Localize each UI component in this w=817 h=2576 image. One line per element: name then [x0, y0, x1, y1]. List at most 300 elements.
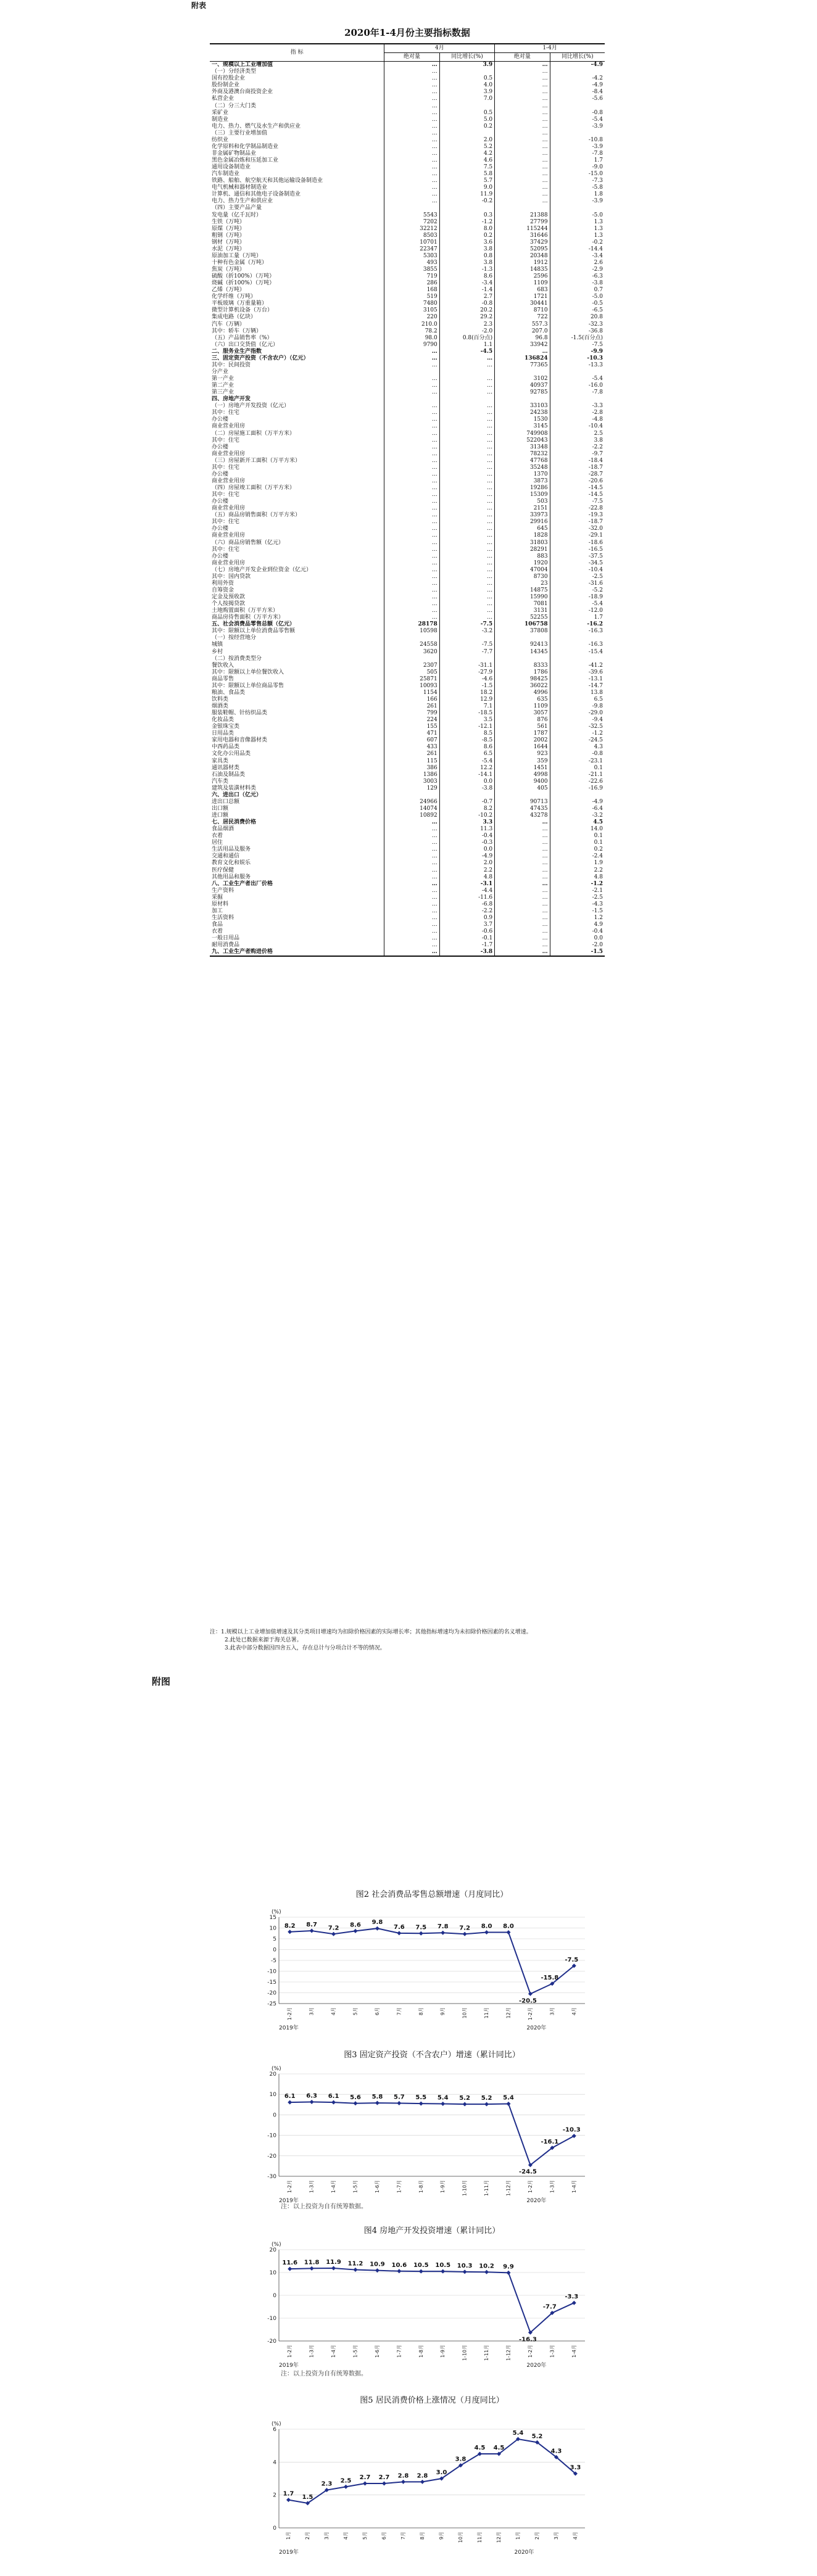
row-abs-ytd: …	[495, 157, 550, 164]
row-abs-ytd: …	[495, 144, 550, 151]
row-rate-ytd: -0.8	[550, 751, 605, 758]
row-abs-ytd: 37429	[495, 239, 550, 246]
x-tick-label: 1-5月	[352, 2180, 359, 2194]
row-rate-ytd: -18.9	[550, 594, 605, 601]
row-label: 衣着	[212, 833, 223, 840]
table-row	[210, 908, 605, 915]
row-rate-april: 7.1	[439, 703, 494, 710]
row-label: 集成电路（亿块）	[212, 314, 257, 321]
data-label: 8.2	[284, 1922, 296, 1930]
data-point	[375, 2101, 379, 2105]
row-abs-april: …	[384, 540, 439, 547]
row-rate-april: …	[439, 580, 494, 587]
row-rate-ytd	[550, 792, 605, 799]
row-rate-april: -18.5	[439, 710, 494, 717]
row-rate-ytd: -9.9	[550, 349, 605, 355]
row-rate-ytd: 1.7	[550, 157, 605, 164]
row-rate-ytd: -3.3	[550, 403, 605, 410]
row-rate-april: -4.6	[439, 676, 494, 683]
data-point	[572, 2301, 576, 2305]
row-rate-april: -7.5	[439, 642, 494, 648]
row-abs-ytd: 31348	[495, 444, 550, 451]
table-row	[210, 505, 605, 512]
row-rate-april: 7.5	[439, 164, 494, 171]
row-rate-ytd: -7.8	[550, 389, 605, 396]
row-abs-ytd: 359	[495, 758, 550, 765]
year-label: 2019年	[279, 2198, 299, 2204]
row-label: 三、固定资产投资（不含农户）（亿元）	[212, 355, 309, 361]
data-label: -16.3	[519, 2336, 537, 2343]
row-rate-april: -11.6	[439, 894, 494, 901]
row-rate-ytd: 1.3	[550, 233, 605, 239]
y-tick-label: 2	[273, 2492, 276, 2499]
row-abs-ytd: 2596	[495, 273, 550, 280]
row-abs-april: …	[384, 144, 439, 151]
row-label: 原煤（万吨）	[212, 225, 246, 232]
row-rate-april: -8.5	[439, 737, 494, 744]
row-rate-april: 4.8	[439, 874, 494, 881]
row-rate-april: …	[439, 382, 494, 389]
row-abs-ytd: 15990	[495, 594, 550, 601]
row-rate-april	[439, 103, 494, 110]
row-rate-april: 5.7	[439, 178, 494, 184]
row-rate-ytd: 2.2	[550, 867, 605, 874]
data-point	[419, 2269, 423, 2274]
row-abs-ytd: 14835	[495, 266, 550, 273]
row-rate-april: 2.0	[439, 137, 494, 144]
header-abs-1: 绝对量	[384, 53, 439, 62]
row-abs-april: …	[384, 62, 439, 69]
row-rate-ytd	[550, 396, 605, 403]
x-tick-label: 1-7月	[396, 2180, 402, 2194]
row-abs-ytd: 7081	[495, 601, 550, 608]
row-abs-ytd: 19286	[495, 485, 550, 492]
data-label: 6.1	[328, 2093, 339, 2100]
data-label: 7.5	[415, 1924, 427, 1931]
table-row	[210, 458, 605, 464]
x-tick-label: 1-6月	[374, 2345, 380, 2358]
chart-title: 图5 居民消费价格上涨情况（月度同比）	[360, 2396, 504, 2405]
row-abs-april: 5303	[384, 253, 439, 260]
data-label: -15.8	[541, 1974, 559, 1981]
row-rate-april: 3.6	[439, 239, 494, 246]
row-abs-ytd: 1920	[495, 560, 550, 567]
row-abs-ytd: …	[495, 833, 550, 840]
row-label: 交通和通信	[212, 853, 240, 860]
x-tick-label: 4月	[343, 2532, 349, 2540]
header-group-april: 4月	[384, 44, 495, 53]
row-rate-ytd: 4.3	[550, 744, 605, 751]
row-abs-ytd: …	[495, 894, 550, 901]
table-row	[210, 922, 605, 928]
row-label: 外商及港澳台商投资企业	[212, 89, 273, 96]
row-abs-ytd: 2002	[495, 737, 550, 744]
row-abs-april: 10701	[384, 239, 439, 246]
row-rate-ytd: -3.9	[550, 144, 605, 151]
x-tick-label: 1-11月	[484, 2180, 490, 2197]
data-label: -16.1	[541, 2138, 559, 2145]
table-row	[210, 526, 605, 532]
table-row	[210, 860, 605, 867]
row-label: 五、社会消费品零售总额（亿元）	[212, 621, 296, 628]
row-abs-april: 78.2	[384, 328, 439, 335]
row-rate-ytd: -20.6	[550, 478, 605, 485]
row-abs-april: …	[384, 587, 439, 594]
row-abs-ytd: …	[495, 915, 550, 922]
y-tick-label: 6	[273, 2427, 276, 2433]
table-row	[210, 656, 605, 663]
row-label: 日用品类	[212, 730, 234, 737]
x-tick-label: 2月	[305, 2532, 310, 2540]
row-abs-ytd: 47435	[495, 806, 550, 812]
row-rate-ytd: -5.2	[550, 587, 605, 594]
data-label: 5.7	[393, 2094, 405, 2101]
table-row	[210, 942, 605, 949]
table-row	[210, 901, 605, 908]
row-rate-ytd: -2.1	[550, 888, 605, 894]
row-label: 办公楼	[212, 553, 229, 559]
row-label: （四）房屋竣工面积（万平方米）	[212, 485, 296, 491]
data-label: 3.8	[455, 2456, 467, 2463]
row-rate-ytd: -29.1	[550, 532, 605, 539]
row-rate-ytd: -13.1	[550, 676, 605, 683]
row-rate-ytd: -32.5	[550, 724, 605, 730]
row-rate-ytd: -3.8	[550, 280, 605, 287]
row-abs-ytd	[495, 635, 550, 642]
row-abs-april: 493	[384, 260, 439, 266]
row-abs-ytd: 1109	[495, 703, 550, 710]
data-point	[375, 2268, 379, 2273]
row-label: 股份制企业	[212, 82, 240, 89]
row-rate-april: …	[439, 437, 494, 444]
row-rate-april: 18.2	[439, 690, 494, 696]
data-label: 4.5	[474, 2445, 486, 2451]
row-abs-ytd: …	[495, 184, 550, 191]
table-row	[210, 355, 605, 362]
x-tick-label: 1-3月	[309, 2180, 315, 2194]
row-abs-april: 14074	[384, 806, 439, 812]
row-abs-april: 115	[384, 758, 439, 765]
x-tick-label: 8月	[420, 2532, 425, 2540]
row-abs-ytd: 923	[495, 751, 550, 758]
row-label: 商品零售	[212, 675, 234, 682]
data-label: 10.9	[370, 2261, 385, 2268]
row-abs-april	[384, 656, 439, 663]
indicator-table-body	[210, 62, 605, 957]
table-row	[210, 212, 605, 219]
x-tick-label: 3月	[324, 2532, 330, 2540]
row-abs-april: …	[384, 137, 439, 144]
row-abs-ytd: 52255	[495, 614, 550, 621]
table-row	[210, 246, 605, 253]
y-tick-label: -10	[267, 1968, 276, 1975]
row-rate-april: -0.4	[439, 833, 494, 840]
row-label: 餐饮收入	[212, 662, 234, 669]
table-row	[210, 233, 605, 239]
data-label: 7.2	[328, 1925, 339, 1932]
row-abs-april: …	[384, 526, 439, 532]
x-tick-label: 5月	[352, 2007, 359, 2016]
row-abs-april: …	[384, 444, 439, 451]
table-title: 2020年1-4月份主要指标数据	[344, 27, 470, 38]
row-abs-april: 3620	[384, 649, 439, 656]
table-row	[210, 335, 605, 342]
row-label: 办公楼	[212, 471, 229, 477]
row-abs-ytd: …	[495, 860, 550, 867]
row-abs-ytd: …	[495, 901, 550, 908]
row-abs-april: …	[384, 888, 439, 894]
table-row	[210, 164, 605, 171]
row-abs-april: 10598	[384, 628, 439, 635]
row-label: 利用外资	[212, 580, 234, 587]
row-rate-april: …	[439, 492, 494, 498]
row-rate-ytd: -14.5	[550, 485, 605, 492]
row-label: 加工	[212, 907, 223, 914]
data-label: 11.8	[304, 2259, 320, 2266]
row-rate-ytd: 20.8	[550, 314, 605, 321]
row-rate-ytd: -18.7	[550, 464, 605, 471]
row-rate-ytd: -16.3	[550, 642, 605, 648]
table-row	[210, 130, 605, 137]
row-rate-ytd: -32.3	[550, 321, 605, 328]
row-abs-ytd: 14875	[495, 587, 550, 594]
table-row	[210, 594, 605, 601]
row-abs-april: 155	[384, 724, 439, 730]
table-row	[210, 826, 605, 833]
table-row	[210, 778, 605, 785]
row-abs-ytd: 1644	[495, 744, 550, 751]
data-point	[419, 2102, 423, 2106]
row-abs-ytd: 37808	[495, 628, 550, 635]
row-label: 采掘	[212, 894, 223, 901]
row-abs-april: …	[384, 362, 439, 369]
row-rate-april: …	[439, 601, 494, 608]
row-rate-ytd: 1.3	[550, 219, 605, 226]
row-label: 纺织业	[212, 136, 229, 143]
row-label: （七）房地产开发企业到位资金（亿元）	[212, 566, 312, 573]
x-tick-label: 4月	[571, 2007, 577, 2016]
row-label: 其中：限额以上单位餐饮收入	[212, 669, 284, 675]
row-rate-ytd: -6.3	[550, 273, 605, 280]
row-label: （五）产品销售率（%）	[212, 334, 273, 341]
data-label: 5.8	[371, 2094, 383, 2101]
row-abs-ytd: 20348	[495, 253, 550, 260]
data-label: 8.6	[350, 1922, 361, 1929]
row-rate-april: 0.2	[439, 123, 494, 130]
row-label: 铁路、船舶、航空航天和其他运输设备制造业	[212, 178, 323, 184]
row-abs-ytd: 522043	[495, 437, 550, 444]
row-abs-ytd: …	[495, 178, 550, 184]
data-label: -3.3	[565, 2293, 579, 2301]
table-row	[210, 464, 605, 471]
table-row	[210, 321, 605, 328]
row-label: 其中：住宅	[212, 464, 240, 471]
row-abs-april: 386	[384, 765, 439, 772]
row-rate-april: -5.4	[439, 758, 494, 765]
row-rate-april: …	[439, 532, 494, 539]
row-abs-april: 32212	[384, 226, 439, 233]
data-label: 1.5	[302, 2494, 313, 2501]
row-rate-april: …	[439, 526, 494, 532]
table-row	[210, 89, 605, 96]
y-axis-unit: (%)	[272, 2421, 281, 2427]
row-rate-ytd	[550, 103, 605, 110]
row-rate-april: 29.2	[439, 314, 494, 321]
row-rate-april: -0.7	[439, 799, 494, 806]
x-tick-label: 1月	[286, 2532, 291, 2540]
row-abs-ytd: …	[495, 62, 550, 69]
data-point	[484, 2270, 489, 2274]
data-point	[484, 2102, 489, 2107]
x-tick-label: 1-8月	[418, 2180, 424, 2194]
row-rate-april: 5.8	[439, 171, 494, 178]
row-label: 乡村	[212, 648, 223, 655]
table-row	[210, 628, 605, 635]
x-tick-label: 1-3月	[549, 2345, 555, 2358]
row-abs-april: …	[384, 382, 439, 389]
row-abs-april: 24558	[384, 642, 439, 648]
row-rate-ytd: -5.0	[550, 294, 605, 300]
row-abs-april: …	[384, 96, 439, 102]
row-abs-ytd: 77365	[495, 362, 550, 369]
row-abs-ytd	[495, 396, 550, 403]
row-abs-april: …	[384, 614, 439, 621]
row-label: 二、服务业生产指数	[212, 348, 262, 355]
row-rate-april: -2.2	[439, 908, 494, 915]
row-rate-ytd: -5.4	[550, 601, 605, 608]
x-tick-label: 1-12月	[505, 2180, 512, 2197]
table-row	[210, 799, 605, 806]
row-abs-ytd: …	[495, 89, 550, 96]
row-abs-april: …	[384, 458, 439, 464]
data-label: 5.4	[437, 2094, 449, 2102]
row-label: （六）商品房销售额（亿元）	[212, 539, 284, 546]
note-line-1: 注：1.规模以上工业增加值增速及其分类项目增速均为扣除价格因素的实际增长率；其他指标增速均为未扣除价格因素的名义增速。	[210, 1629, 532, 1635]
table-row	[210, 498, 605, 505]
row-rate-ytd: -14.7	[550, 683, 605, 690]
header-rate-2: 同比增长(%)	[550, 53, 605, 62]
row-abs-april: 10093	[384, 683, 439, 690]
row-rate-april: …	[439, 574, 494, 580]
row-label: 城镇	[212, 642, 223, 648]
row-abs-april: 9790	[384, 342, 439, 349]
table-row	[210, 669, 605, 676]
x-tick-label: 8月	[418, 2007, 424, 2016]
row-rate-april: …	[439, 478, 494, 485]
row-abs-april: …	[384, 594, 439, 601]
row-abs-april: …	[384, 922, 439, 928]
year-label: 2019年	[279, 2363, 299, 2369]
data-point	[382, 2482, 386, 2486]
x-tick-label: 1月	[515, 2532, 521, 2540]
data-label: 5.5	[415, 2094, 427, 2102]
table-row	[210, 881, 605, 888]
row-rate-ytd: 1.3	[550, 226, 605, 233]
table-row	[210, 608, 605, 614]
row-abs-ytd: 21388	[495, 212, 550, 219]
row-label: 食品	[212, 922, 223, 928]
table-row	[210, 935, 605, 942]
row-abs-april: 2307	[384, 663, 439, 669]
header-indicator: 指 标	[210, 44, 384, 62]
row-rate-ytd	[550, 635, 605, 642]
row-label: 个人按揭贷款	[212, 601, 246, 608]
row-label: 黑色金属冶炼和压延加工业	[212, 157, 279, 163]
row-label: 其他用品和服务	[212, 873, 251, 880]
y-tick-label: 5	[273, 1936, 276, 1942]
table-row	[210, 239, 605, 246]
row-abs-ytd: 557.3	[495, 321, 550, 328]
row-abs-ytd: …	[495, 82, 550, 89]
x-tick-label: 10月	[462, 2007, 468, 2019]
row-abs-ytd: …	[495, 171, 550, 178]
row-label: 家用电器和音像器材类	[212, 737, 268, 744]
series-line	[290, 2102, 574, 2165]
row-rate-ytd: -14.5	[550, 492, 605, 498]
row-abs-april: …	[384, 117, 439, 123]
row-abs-april: …	[384, 846, 439, 853]
row-abs-ytd: 33973	[495, 512, 550, 519]
table-row	[210, 300, 605, 307]
row-rate-april	[439, 396, 494, 403]
data-point	[363, 2482, 367, 2486]
row-abs-ytd: …	[495, 123, 550, 130]
table-row	[210, 614, 605, 621]
y-tick-label: -20	[267, 2153, 276, 2160]
row-abs-april: …	[384, 826, 439, 833]
row-rate-ytd: -7.5	[550, 342, 605, 349]
table-row	[210, 478, 605, 485]
row-rate-april: …	[439, 451, 494, 458]
table-row	[210, 717, 605, 724]
row-abs-ytd: …	[495, 137, 550, 144]
row-abs-ytd: …	[495, 874, 550, 881]
row-abs-april: …	[384, 867, 439, 874]
row-abs-ytd: 106758	[495, 621, 550, 628]
row-abs-ytd: …	[495, 853, 550, 860]
row-rate-april: 0.3	[439, 212, 494, 219]
table-row	[210, 574, 605, 580]
row-rate-april: 5.0	[439, 117, 494, 123]
row-rate-ytd: -15.0	[550, 171, 605, 178]
row-abs-april: …	[384, 608, 439, 614]
data-point	[419, 1931, 423, 1936]
row-abs-april: …	[384, 574, 439, 580]
data-label: 3.3	[570, 2464, 581, 2471]
row-abs-april: 10892	[384, 812, 439, 819]
x-tick-label: 1-4月	[571, 2180, 577, 2194]
chart-title: 图2 社会消费品零售总额增速（月度同比）	[355, 1890, 508, 1899]
row-rate-ytd: -2.5	[550, 574, 605, 580]
data-label: 5.2	[459, 2095, 471, 2102]
row-rate-ytd: -22.6	[550, 778, 605, 785]
data-point	[331, 1932, 336, 1936]
x-tick-label: 3月	[309, 2007, 315, 2016]
row-rate-april: …	[439, 444, 494, 451]
data-label: 3.0	[436, 2469, 447, 2476]
row-abs-ytd: 683	[495, 287, 550, 294]
row-abs-ytd: 90713	[495, 799, 550, 806]
row-abs-april: …	[384, 485, 439, 492]
row-rate-april: -4.5	[439, 349, 494, 355]
row-rate-april	[439, 130, 494, 137]
row-abs-april: 471	[384, 730, 439, 737]
table-row	[210, 663, 605, 669]
row-label: （二）房屋施工面积（万平方米）	[212, 430, 296, 437]
row-rate-april: -27.9	[439, 669, 494, 676]
x-tick-label: 1-4月	[571, 2345, 577, 2358]
row-rate-ytd: -2.5	[550, 894, 605, 901]
